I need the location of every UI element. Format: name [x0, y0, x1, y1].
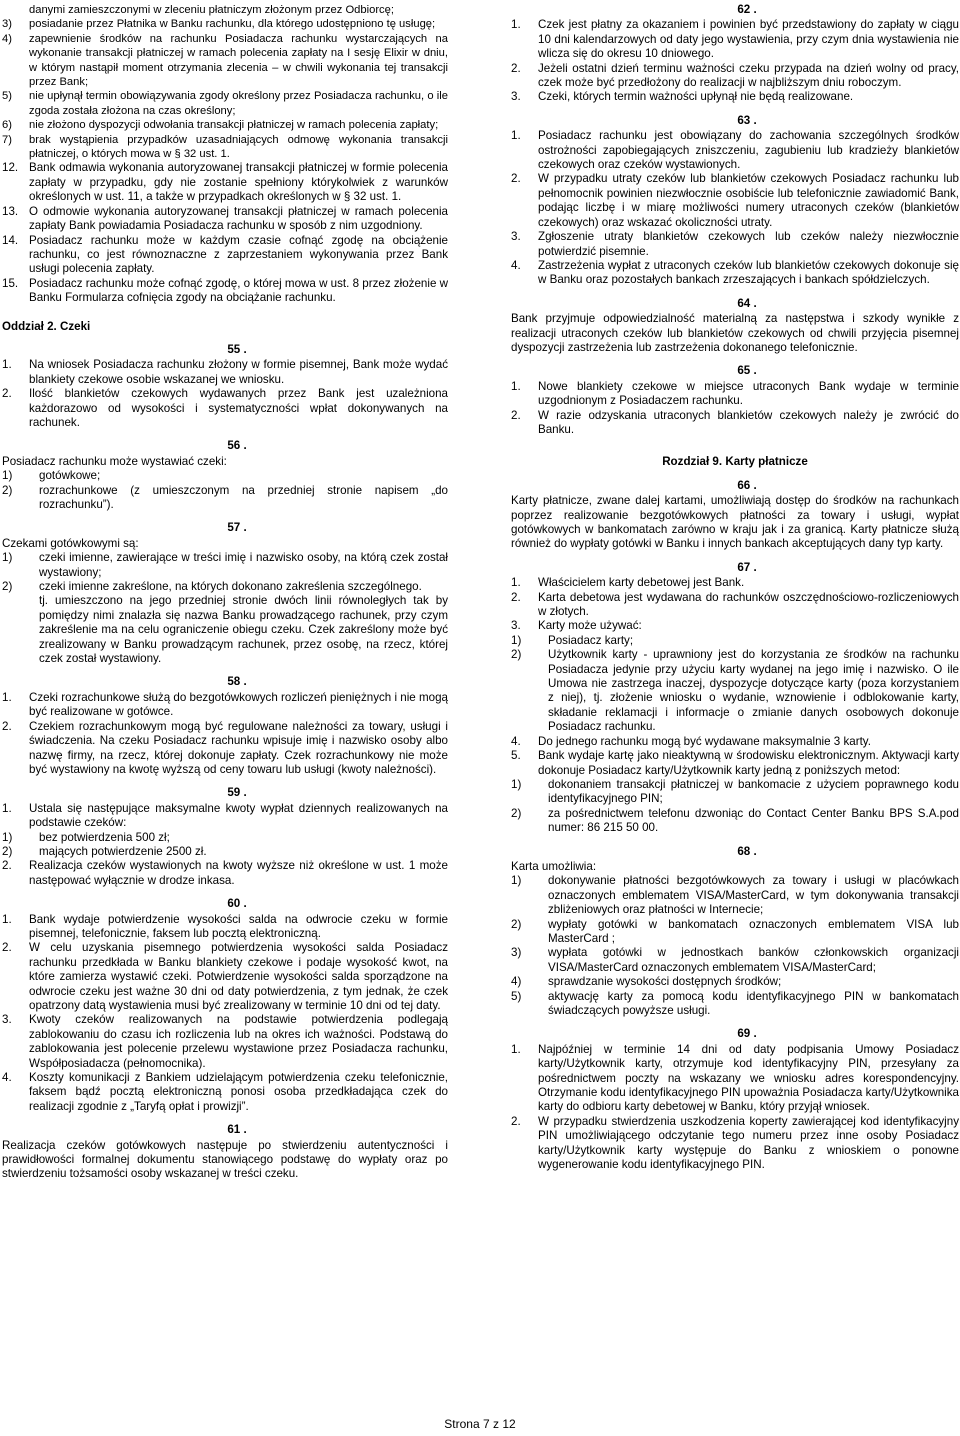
paragraph-67-sublist-5 — [511, 778, 959, 836]
item-text: Ilość blankietów czekowych wydawanych przez Bank jest uzależniona każdorazowo od wysokości i systematyczności wpłat dokonywanych na rachunek. — [29, 387, 448, 429]
paragraph-57-continuation: tj. umieszczono na jego przedniej stronie dwóch linii równoległych tak by pomiędzy nimi znalazła się nazwa Banku prowadzącego rachunek, przy czym zakreślenie ma na celu ograniczenie obiegu czeku. Czek zakreślony może być zrealizowany w Banku prowadzącym rachunek, przez osobę, na rzecz, której czek został wystawiony. — [39, 594, 448, 666]
item-number: 2. — [511, 590, 521, 604]
list-item — [511, 918, 959, 947]
list-item — [2, 118, 448, 132]
paragraph-59-item-1 — [2, 802, 448, 831]
paragraph-56-list — [2, 469, 448, 512]
list-item — [511, 230, 959, 259]
paragraph-67-list-b — [511, 735, 959, 778]
item-number: 2) — [2, 580, 13, 594]
item-text: W przypadku utraty czeków lub blankietów czekowych Posiadacz rachunku lub pełnomocnik powinien niezwłocznie osobiście lub telefonicznie zawiadomić Bank, podając liczbę i w miarę możliwości numery utraconych czeków (blankietów czekowych) oraz wskazać okoliczności utraty. — [538, 172, 959, 229]
item-number: 1) — [511, 874, 522, 888]
item-number: 14. — [2, 233, 19, 247]
item-number: 2. — [2, 941, 12, 955]
list-item — [2, 469, 448, 483]
list-item — [2, 1013, 448, 1071]
item-text: dokonaniem transakcji płatniczej w bankomacie z użyciem poprawnego kodu identyfikacyjnego PIN; — [548, 777, 959, 806]
list-item — [2, 941, 448, 1013]
list-item — [2, 1071, 448, 1114]
item-number: 2) — [2, 844, 13, 858]
list-item — [2, 831, 448, 845]
chapter-title: Rozdział 9. Karty płatnicze — [662, 455, 808, 469]
list-item — [2, 89, 448, 118]
list-item — [2, 691, 448, 720]
item-number: 2. — [2, 719, 12, 733]
item-number: 2. — [2, 859, 12, 873]
item-text: W celu uzyskania pisemnego potwierdzenia wysokości salda Posiadacz rachunku przedkłada w Banku blankiety czekowe i podaje wysokość kwot, na które zamierza wystawić czeki. Potwierdzenie wysokości salda sporządzone na odwrocie czeku jest ważne 30 dni od daty potwierdzenia, z tym jednak, że czek opatrzony datą wystawienia musi być zrealizowany w terminie 10 dni od tej daty. — [29, 941, 448, 1012]
item-number: 3. — [511, 230, 521, 244]
item-number: 2) — [2, 483, 13, 497]
list-item — [511, 946, 959, 975]
item-number: 1. — [511, 1042, 521, 1056]
item-text: Bank odmawia wykonania autoryzowanej transakcji płatniczej w formie polecenia zapłaty w przypadku, gdy nie zostanie spełniony którykolwiek z warunków określonych w ust. 11, a także w przypadkach określonych w § 32 ust. 1. — [29, 161, 448, 204]
item-text: W razie odzyskania utraconych blankietów czekowych należy je zwrócić do Banku. — [538, 408, 959, 436]
paragraph-59-item-2 — [2, 859, 448, 888]
item-text: czeki imienne, zawierające w treści imię i nazwisko osoby, na którą czek został wystawiony; — [39, 551, 448, 579]
paragraph-57-list — [2, 551, 448, 594]
item-text: nie złożono dyspozycji odwołania transakcji płatniczej w ramach polecenia zapłaty; — [29, 119, 439, 132]
list-item — [2, 551, 448, 580]
item-number: 3) — [2, 18, 12, 31]
item-number: 13. — [2, 204, 19, 218]
item-text: sprawdzanie wysokości dostępnych środków; — [548, 975, 782, 989]
item-number: 2. — [2, 387, 12, 401]
paragraph-64-text: Bank przyjmuje odpowiedzialność materialną za następstwa i szkody wynikłe z realizacji utraconych czeków lub blankietów czekowych od chwili przyjęcia pisemnej dyspozycji zastrzeżenia lub zastrzeżenia dokonanego telefonicznie. — [511, 312, 959, 354]
item-number: 1. — [2, 690, 12, 704]
item-text: za pośrednictwem telefonu dzwoniąc do Contact Center Banku BPS S.A.pod numer: 86 215 50 00. — [548, 806, 959, 835]
item-number: 1. — [2, 801, 12, 815]
item-number: 2. — [511, 408, 521, 422]
item-number: 1) — [2, 830, 13, 844]
item-text: Nowe blankiety czekowe w miejsce utraconych Bank wydaje w terminie uzgodnionym z Posiadaczem rachunku. — [538, 379, 959, 408]
paragraph-68-heading: 68 . — [737, 844, 757, 858]
item-number: 4. — [511, 734, 521, 748]
item-text: Realizacja czeków wystawionych na kwoty wyższe niż określone w ust. 1 może następować wyłącznie w drodze inkasa. — [29, 859, 448, 887]
item-number: 1) — [511, 777, 522, 791]
list-item — [2, 580, 448, 594]
item-number: 4) — [2, 32, 12, 45]
item-text: Posiadacz rachunku może cofnąć zgodę, o której mowa w ust. 8 przez złożenie w Banku Formularza cofnięcia zgody na obciążanie rachunku. — [29, 276, 448, 305]
item-number: 4) — [511, 975, 522, 989]
list-item — [511, 807, 959, 836]
item-text: czeki imienne zakreślone, na których dokonano zakreślenia szczególnego. — [39, 580, 422, 594]
list-item — [511, 619, 959, 633]
item-text: W przypadku stwierdzenia uszkodzenia koperty zawierającej kod identyfikacyjny PIN umożliwiającego odczytanie tego numeru przez inne osoby Posiadacz karty/Użytkownik karty występuje do Banku z wnioskiem o ponowne wygenerowanie kodu identyfikacyjnego PIN. — [538, 1114, 959, 1172]
item-text: Ustala się następujące maksymalne kwoty wypłat dziennych realizowanych na podstawie czeków: — [29, 801, 448, 830]
intro-list — [2, 3, 448, 161]
list-item — [2, 845, 448, 859]
paragraph-59-heading: 59 . — [227, 786, 247, 800]
item-number: 6) — [2, 119, 12, 132]
paragraph-66-text: Karty płatnicze, zwane dalej kartami, umożliwiają dostęp do środków na rachunkach poprzez realizowanie bezgotówkowych płatności za towary i usługi, wypłat gotówkowych w bankomatach zarówno w kraju jak i za granicą. Karty płatnicze służą również do wypłaty gotówki w Banku i innych bankach akceptujących dany typ karty. — [511, 494, 959, 551]
item-text: Karty może używać: — [538, 619, 642, 633]
paragraph-63-heading: 63 . — [737, 113, 757, 127]
item-text: Czeki rozrachunkowe służą do bezgotówkowych rozliczeń pieniężnych i nie mogą być realizowane w gotówce. — [29, 690, 448, 719]
item-number: 1. — [511, 18, 521, 32]
item-number: 2) — [511, 648, 522, 662]
item-text: Bank wydaje potwierdzenie wysokości salda na odwrocie czeku w formie pisemnej, telefonicznie, faksem lub pocztą elektroniczną. — [29, 912, 448, 940]
item-number: 2. — [511, 172, 521, 186]
list-item — [2, 32, 448, 90]
paragraph-67-heading: 67 . — [737, 560, 757, 574]
page-number: Strona 7 z 12 — [444, 1417, 516, 1431]
item-text: danymi zamieszczonymi w zleceniu płatniczym złożonym przez Odbiorcę; — [29, 4, 394, 16]
list-item — [2, 720, 448, 778]
item-text: gotówkowe; — [39, 469, 101, 483]
item-text: posiadanie przez Płatnika w Banku rachunku, dla którego udostępniono tę usługę; — [29, 18, 436, 31]
list-item — [511, 1043, 959, 1115]
item-text: Karta debetowa jest wydawana do rachunków oszczędnościowo-rozliczeniowych w złotych. — [538, 590, 959, 619]
list-item — [511, 409, 959, 438]
paragraph-58-list — [2, 691, 448, 777]
item-text: Użytkownik karty - uprawniony jest do korzystania ze środków na rachunku Posiadacza jedynie przy użyciu karty wydanej na jego imię i nazwisko. O ile Umowa nie zastrzega inaczej, dyspozycje dotyczące karty (poza korzystaniem z niej), tj. złożenie wniosku o wydanie, wznowienie i odblokowanie karty, składanie reklamacji i informacje o zmianie danych osobowych dokonuje Posiadacz rachunku. — [548, 648, 959, 734]
item-number: 2. — [511, 61, 521, 75]
item-number — [2, 3, 29, 17]
paragraph-65-heading: 65 . — [737, 364, 757, 378]
item-text: Zgłoszenie utraty blankietów czekowych lub czeków należy niezwłocznie potwierdzić pisemnie. — [538, 230, 959, 258]
list-item — [511, 975, 959, 989]
list-item — [2, 913, 448, 942]
list-item — [2, 133, 448, 162]
item-text: Jeżeli ostatni dzień terminu ważności czeku przypada na dzień wolny od pracy, czek może być przedłożony do realizacji w najbliższym dniu roboczym. — [538, 61, 959, 90]
paragraph-57-intro: Czekami gotówkowymi są: — [2, 536, 139, 550]
list-item — [511, 749, 959, 778]
item-text: brak wystąpienia przypadków uzasadniających odmowę wykonania transakcji płatniczej, o których mowa w § 32 ust. 1. — [29, 133, 448, 161]
item-text: mających potwierdzenie 2500 zł. — [39, 844, 207, 858]
item-number: 5) — [511, 989, 522, 1003]
list-item — [2, 3, 448, 17]
item-text: Kwoty czeków realizowanych na podstawie potwierdzenia podlegają zablokowaniu do czasu ich rozliczenia lub na okres ich ważności. Podstawą do zablokowania jest polecenie przelewu wystawione przez Posiadacza rachunku, Współposiadacza (pełnomocnika). — [29, 1013, 448, 1070]
list-item — [2, 17, 448, 31]
list-item — [511, 259, 959, 288]
list-item — [511, 576, 959, 590]
item-number: 1) — [2, 551, 13, 565]
paragraph-61-heading: 61 . — [227, 1123, 247, 1137]
list-item — [2, 234, 448, 277]
list-item — [511, 90, 959, 104]
paragraph-58-heading: 58 . — [227, 675, 247, 689]
section-title: Oddział 2. Czeki — [2, 319, 91, 333]
list-item — [511, 18, 959, 61]
item-number: 3) — [511, 946, 522, 960]
paragraph-60-list — [2, 913, 448, 1115]
list-item — [511, 129, 959, 172]
paragraph-60-heading: 60 . — [227, 897, 247, 911]
item-text: zapewnienie środków na rachunku Posiadacza rachunku wystarczających na wykonanie transakcji płatniczej w ramach polecenia zapłaty na I sesję Elixir w dniu, w którym nastąpił moment otrzymania zlecenia – w chwili wykonania tej transakcji przez Bank; — [29, 32, 448, 89]
paragraph-64-heading: 64 . — [737, 296, 757, 310]
item-number: 12. — [2, 161, 19, 175]
paragraph-67-sublist-3 — [511, 634, 959, 735]
list-item — [511, 380, 959, 409]
paragraph-68-list — [511, 874, 959, 1018]
list-item — [511, 778, 959, 807]
list-item — [2, 484, 448, 513]
item-text: bez potwierdzenia 500 zł; — [39, 830, 170, 844]
item-text: Posiadacz rachunku może w każdym czasie cofnąć zgodę na obciążenie rachunku, co jest równoznaczne z zaprzestaniem wykonywania przez Bank usługi polecenia zapłaty. — [29, 233, 448, 276]
paragraph-56-heading: 56 . — [227, 439, 247, 453]
item-text: Zastrzeżenia wypłat z utraconych czeków lub blankietów czekowych dokonuje się w Banku oraz pozostałych bankach zrzeszających i bankach spółdzielczych. — [538, 258, 959, 287]
item-text: Właścicielem karty debetowej jest Bank. — [538, 576, 745, 590]
list-item — [511, 990, 959, 1019]
item-number: 1. — [511, 379, 521, 393]
paragraph-56-intro: Posiadacz rachunku może wystawiać czeki: — [2, 454, 227, 468]
item-number: 5) — [2, 90, 12, 103]
item-number: 3. — [2, 1013, 12, 1027]
list-item — [2, 277, 448, 306]
list-item — [511, 591, 959, 620]
item-number: 1. — [2, 912, 12, 926]
item-text: wypłaty gotówki w bankomatach oznaczonych emblematem VISA lub MasterCard ; — [548, 917, 959, 945]
list-item — [511, 634, 959, 648]
right-column — [511, 3, 959, 1172]
paragraph-61-text: Realizacja czeków gotówkowych następuje po stwierdzeniu autentyczności i prawidłowości formalnej dokumentu stanowiącego podstawę do wypłaty oraz po stwierdzeniu tożsamości osoby wskazanej w treści czeku. — [2, 1138, 448, 1181]
paragraph-69-heading: 69 . — [737, 1027, 757, 1041]
item-number: 3. — [511, 90, 521, 104]
item-number: 1. — [511, 576, 521, 590]
paragraph-68-intro: Karta umożliwia: — [511, 859, 597, 873]
item-number: 1) — [511, 633, 522, 647]
item-text: rozrachunkowe (z umieszczonym na przedniej stronie napisem „do rozrachunku”). — [39, 483, 448, 511]
list-item — [2, 161, 448, 204]
list-item — [2, 205, 448, 234]
list-item — [511, 1115, 959, 1173]
item-text: Do jednego rachunku mogą być wydawane maksymalnie 3 karty. — [538, 734, 871, 748]
paragraph-67-list-a — [511, 576, 959, 634]
item-number: 2) — [511, 917, 522, 931]
item-number: 7) — [2, 133, 12, 146]
item-text: nie upłynął termin obowiązywania zgody określony przez Posiadacza rachunku, o ile zgoda została złożona na czas określony; — [29, 90, 448, 117]
item-text: Najpóźniej w terminie 14 dni od daty podpisania Umowy Posiadacz karty/Użytkownik karty, otrzymuje kod identyfikacyjny PIN, przesyłany za pośrednictwem poczty na wskazany we wniosku adres korespondencyjny. Otrzymanie kodu identyfikacyjnego PIN upoważnia Posiadacza karty/Użytkownika karty do odbioru karty debetowej w Banku, który przyjął wniosek. — [538, 1042, 959, 1114]
item-text: Na wniosek Posiadacza rachunku złożony w formie pisemnej, Bank może wydać blankiety czekowe osobie wskazanej we wniosku. — [29, 358, 448, 386]
item-text: dokonywanie płatności bezgotówkowych za towary i usługi w placówkach oznaczonych emblematem VISA/MasterCard, w tym dokonywania transakcji zbliżeniowych oraz płatności w Internecie; — [548, 874, 959, 917]
paragraph-65-list — [511, 380, 959, 438]
left-column — [2, 3, 448, 1182]
item-number: 15. — [2, 276, 19, 290]
item-text: Czekiem rozrachunkowym mogą być regulowane należności za towary, usługi i świadczenia. Na czeku Posiadacz rachunku wpisuje imię i nazwisko osoby albo nazwę firmy, na rzecz, której dokonuje zapłaty. Czek rozrachunkowy nie może być wystawiony na kwotę wyższą od ceny towaru lub usługi (kwoty należności). — [29, 719, 448, 776]
item-text: Koszty komunikacji z Bankiem udzielającym potwierdzenia czeku telefonicznie, faksem bądź pocztą elektroniczną ponosi osoba przedkładająca czek do realizacji zgodnie z „Taryfą opłat i prowizji”. — [29, 1071, 448, 1113]
item-number: 2. — [511, 1114, 521, 1128]
item-text: Posiadacz karty; — [548, 633, 634, 647]
list-item — [2, 358, 448, 387]
item-text: Czek jest płatny za okazaniem i powinien być przedstawiony do zapłaty w ciągu 10 dni kalendarzowych od daty jego wystawienia, przy czym dnia wystawienia nie wlicza się do okresu 10 dniowego. — [538, 18, 959, 61]
item-text: Bank wydaje kartę jako nieaktywną w środowisku elektronicznym. Aktywacji karty dokonuje Posiadacz karty/Użytkownik karty jedną z poniższych metod: — [538, 749, 959, 777]
item-text: aktywację karty za pomocą kodu identyfikacyjnego PIN w bankomatach świadczących powyższe usługi. — [548, 989, 959, 1017]
item-number: 1. — [511, 129, 521, 143]
item-number: 1. — [2, 358, 12, 372]
item-text: wypłata gotówki w jednostkach banków członkowskich organizacji VISA/MasterCard oznaczonych emblematem VISA/MasterCard; — [548, 946, 959, 974]
items-12-15 — [2, 161, 448, 305]
list-item — [2, 387, 448, 430]
item-number: 2) — [511, 806, 522, 820]
item-text: Czeki, których termin ważności upłynął nie będą realizowane. — [538, 90, 854, 104]
item-number: 1) — [2, 469, 13, 483]
list-item — [511, 735, 959, 749]
paragraph-55-list — [2, 358, 448, 430]
paragraph-62-list — [511, 18, 959, 104]
item-text: O odmowie wykonania autoryzowanej transakcji płatniczej w ramach polecenia zapłaty Bank powiadamia Posiadacza rachunku w sposób z nim uzgodniony. — [29, 204, 448, 233]
item-number: 3. — [511, 619, 521, 633]
item-number: 4. — [2, 1071, 12, 1085]
item-number: 5. — [511, 749, 521, 763]
list-item — [511, 62, 959, 91]
paragraph-66-heading: 66 . — [737, 478, 757, 492]
list-item — [511, 172, 959, 230]
paragraph-59-sublist — [2, 831, 448, 860]
paragraph-57-heading: 57 . — [227, 521, 247, 535]
list-item — [511, 648, 959, 734]
paragraph-63-list — [511, 129, 959, 287]
paragraph-69-list — [511, 1043, 959, 1173]
list-item — [511, 874, 959, 917]
paragraph-62-heading: 62 . — [737, 3, 757, 16]
paragraph-55-heading: 55 . — [227, 342, 247, 356]
item-number: 4. — [511, 258, 521, 272]
page-footer — [0, 1417, 960, 1431]
item-text: Posiadacz rachunku jest obowiązany do zachowania szczególnych środków ostrożności zapobiegających zniszczeniu, zagubieniu lub kradzieży blankietów czekowych oraz czeków wystawionych. — [538, 129, 959, 172]
